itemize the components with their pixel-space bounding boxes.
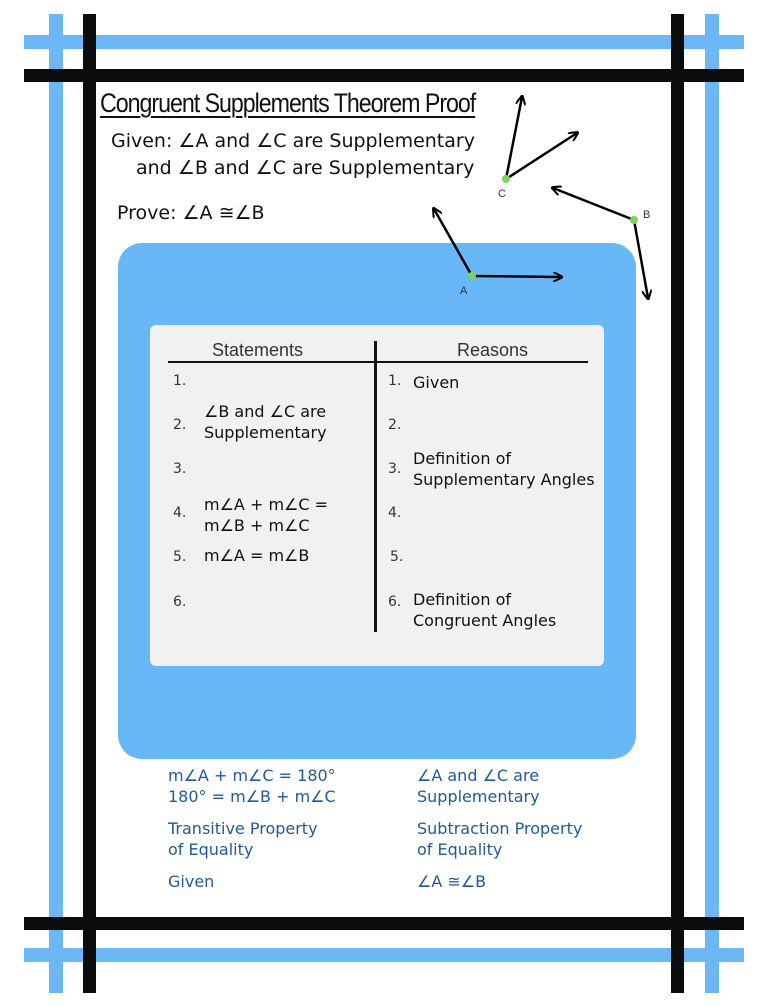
vertex-c: [502, 175, 510, 183]
statement-number-5: 5.: [173, 549, 187, 565]
reason-number-1: 1.: [388, 373, 402, 389]
label-b: B: [643, 209, 651, 221]
statement-5[interactable]: m∠A = m∠B: [204, 546, 310, 565]
ray-c-2: [506, 133, 577, 179]
label-c: C: [498, 188, 506, 200]
reason-6[interactable]: Definition of Congruent Angles: [413, 590, 557, 630]
reason-number-5: 5.: [390, 549, 404, 565]
given-line-2: and ∠B and ∠C are Supplementary: [136, 157, 475, 179]
reason-3[interactable]: Definition of Supplementary Angles: [413, 449, 595, 489]
ray-b-2: [634, 220, 648, 298]
reason-number-4: 4.: [388, 505, 402, 521]
vertex-a: [468, 272, 476, 280]
reasons-header: Reasons: [457, 340, 529, 360]
ray-a-2: [472, 276, 561, 277]
option-sum-equations[interactable]: m∠A + m∠C = 180° 180° = m∠B + m∠C: [168, 766, 336, 806]
statement-2[interactable]: ∠B and ∠C are Supplementary: [204, 402, 327, 442]
given-line-1: Given: ∠A and ∠C are Supplementary: [111, 130, 475, 152]
statement-4[interactable]: m∠A + m∠C = m∠B + m∠C: [204, 495, 329, 535]
ray-b-1: [553, 188, 634, 220]
reason-number-3: 3.: [388, 461, 402, 477]
statement-number-4: 4.: [173, 505, 187, 521]
statement-number-6: 6.: [173, 594, 187, 610]
ray-c-1: [506, 97, 522, 179]
statement-number-2: 2.: [173, 417, 187, 433]
reason-1[interactable]: Given: [413, 373, 460, 392]
page-title: Congruent Supplements Theorem Proof: [100, 88, 476, 118]
option-a-congruent-b[interactable]: ∠A ≅∠B: [417, 872, 487, 891]
statement-number-1: 1.: [173, 373, 187, 389]
ray-a-1: [434, 209, 472, 276]
prove-statement: Prove: ∠A ≅∠B: [117, 202, 265, 224]
option-a-c-supplementary[interactable]: ∠A and ∠C are Supplementary: [417, 766, 540, 806]
vertex-b: [630, 216, 638, 224]
reason-number-6: 6.: [388, 594, 402, 610]
statement-number-3: 3.: [173, 461, 187, 477]
option-given[interactable]: Given: [168, 872, 215, 891]
option-transitive-property[interactable]: Transitive Property of Equality: [168, 819, 318, 859]
reason-number-2: 2.: [388, 417, 402, 433]
option-subtraction-property[interactable]: Subtraction Property of Equality: [417, 819, 583, 859]
statements-header: Statements: [212, 340, 304, 360]
label-a: A: [460, 285, 468, 297]
